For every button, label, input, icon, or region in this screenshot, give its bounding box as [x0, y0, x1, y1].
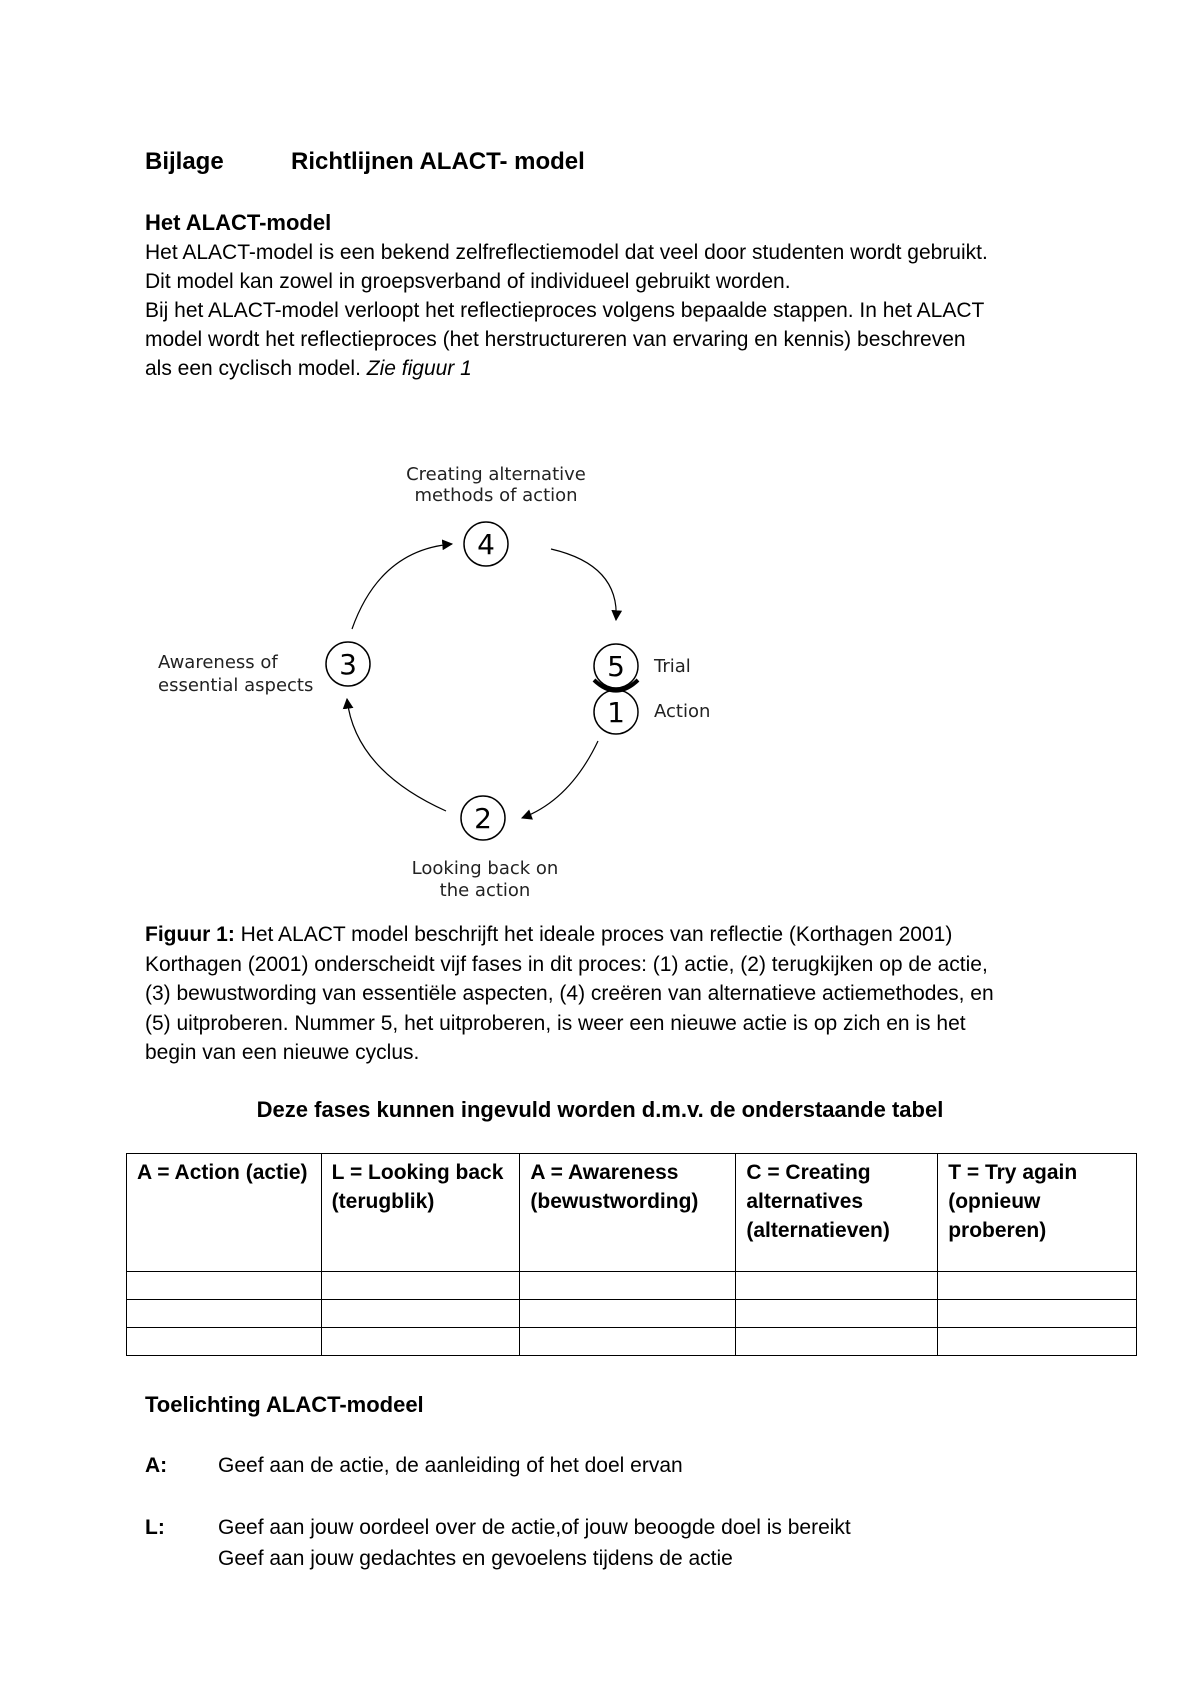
table-cell[interactable]: [520, 1300, 736, 1328]
arc-3-to-4: [352, 544, 452, 629]
intro-line-last: [145, 354, 1105, 383]
header-line: L = Looking back: [331, 1161, 504, 1184]
label-looking-back-line1: Looking back on: [411, 858, 559, 879]
table-cell[interactable]: [520, 1328, 736, 1356]
alact-table: [126, 1153, 1137, 1356]
table-row: [127, 1328, 1137, 1356]
alact-cycle-figure: [140, 450, 740, 910]
toelichting-line: Geef aan de actie, de aanleiding of het doel ervan: [218, 1454, 683, 1477]
step-1-number: 1: [607, 696, 625, 729]
table-cell[interactable]: [520, 1272, 736, 1300]
table-cell[interactable]: [321, 1272, 520, 1300]
caption-line: Korthagen (2001) onderscheidt vijf fases in dit proces: (1) actie, (2) terugkijken op de actie,: [145, 952, 988, 976]
header-line: alternatives: [746, 1190, 864, 1213]
figure-reference: Zie figuur 1: [366, 357, 472, 380]
header-line: (bewustwording): [530, 1190, 699, 1213]
label-creating-line2: methods of action: [414, 485, 578, 506]
table-cell[interactable]: [938, 1300, 1137, 1328]
table-row: [127, 1300, 1137, 1328]
bijlage-label: Bijlage: [145, 148, 224, 175]
table-heading: Deze fases kunnen ingevuld worden d.m.v. de onderstaande tabel: [256, 1097, 944, 1122]
toelichting-line: Geef aan jouw oordeel over de actie,of jouw beoogde doel is bereikt: [218, 1516, 851, 1539]
table-header-try-again: [938, 1154, 1137, 1272]
label-action: Action: [654, 701, 711, 722]
label-creating-line1: Creating alternative: [406, 464, 586, 485]
intro-line: Het ALACT-model is een bekend zelfreflectiemodel dat veel door studenten wordt gebruikt.: [145, 241, 988, 264]
toelichting-heading: Toelichting ALACT-modeel: [145, 1392, 424, 1417]
arc-2-to-3: [347, 699, 446, 811]
document-title-row: [145, 148, 585, 176]
header-line: T = Try again: [948, 1161, 1078, 1184]
intro-line: model wordt het reflectieproces (het herstructureren van ervaring en kennis) beschreven: [145, 328, 966, 351]
step-3-number: 3: [339, 648, 357, 681]
header-line: A = Awareness: [530, 1161, 679, 1184]
intro-line-text: als een cyclisch model.: [145, 357, 367, 380]
header-line: (opnieuw: [948, 1190, 1041, 1213]
caption-line: (5) uitproberen. Nummer 5, het uitproberen, is weer een nieuwe actie is op zich en is het: [145, 1011, 966, 1035]
toelichting-lines: [218, 1512, 1098, 1574]
table-header-row: [127, 1154, 1137, 1272]
caption-line: begin van een nieuwe cyclus.: [145, 1041, 420, 1064]
table-cell[interactable]: [938, 1272, 1137, 1300]
intro-line: Dit model kan zowel in groepsverband of individueel gebruikt worden.: [145, 270, 791, 293]
table-cell[interactable]: [321, 1328, 520, 1356]
table-cell[interactable]: [736, 1328, 938, 1356]
label-trial: Trial: [654, 656, 691, 677]
table-header-action: [127, 1154, 322, 1272]
toelichting-line: Geef aan jouw gedachtes en gevoelens tijdens de actie: [218, 1547, 733, 1570]
caption-text: Het ALACT model beschrijft het ideale proces van reflectie (Korthagen 2001): [234, 923, 953, 946]
table-header-awareness: [520, 1154, 736, 1272]
alact-cycle-diagram: [140, 450, 740, 910]
figure-caption: [145, 920, 1105, 1068]
table-cell[interactable]: [127, 1328, 322, 1356]
caption-line: (3) bewustwording van essentiële aspecten, (4) creëren van alternatieve actiemethodes, en: [145, 982, 994, 1005]
caption-label: Figuur 1:: [145, 923, 235, 946]
step-2-number: 2: [474, 802, 492, 835]
intro-paragraph: [145, 238, 1105, 383]
step-4-number: 4: [477, 528, 495, 561]
intro-line: Bij het ALACT-model verloopt het reflectieproces volgens bepaalde stappen. In het ALACT: [145, 299, 985, 322]
table-header-creating: [736, 1154, 938, 1272]
table-cell[interactable]: [127, 1272, 322, 1300]
table-cell[interactable]: [321, 1300, 520, 1328]
toelichting-letter: L:: [145, 1516, 165, 1539]
toelichting-lines: [218, 1450, 1098, 1481]
table-cell[interactable]: [736, 1300, 938, 1328]
toelichting-letter: A:: [145, 1454, 168, 1477]
table-cell[interactable]: [127, 1300, 322, 1328]
arc-4-to-5: [551, 549, 616, 620]
step-5-number: 5: [607, 650, 625, 683]
table-header-looking-back: [321, 1154, 520, 1272]
header-line: A = Action (actie): [137, 1161, 308, 1184]
label-awareness-line2: essential aspects: [158, 675, 314, 696]
caption-line: [145, 920, 1105, 950]
header-line: (alternatieven): [746, 1219, 890, 1242]
header-line: (terugblik): [331, 1190, 435, 1213]
header-line: proberen): [948, 1219, 1047, 1242]
label-awareness-line1: Awareness of: [158, 652, 278, 673]
table-cell[interactable]: [736, 1272, 938, 1300]
arc-1-to-2: [522, 741, 598, 818]
document-title: Richtlijnen ALACT- model: [291, 148, 585, 175]
table-row: [127, 1272, 1137, 1300]
label-looking-back-line2: the action: [439, 880, 531, 901]
header-line: C = Creating: [746, 1161, 871, 1184]
section-heading: Het ALACT-model: [145, 210, 332, 235]
table-cell[interactable]: [938, 1328, 1137, 1356]
